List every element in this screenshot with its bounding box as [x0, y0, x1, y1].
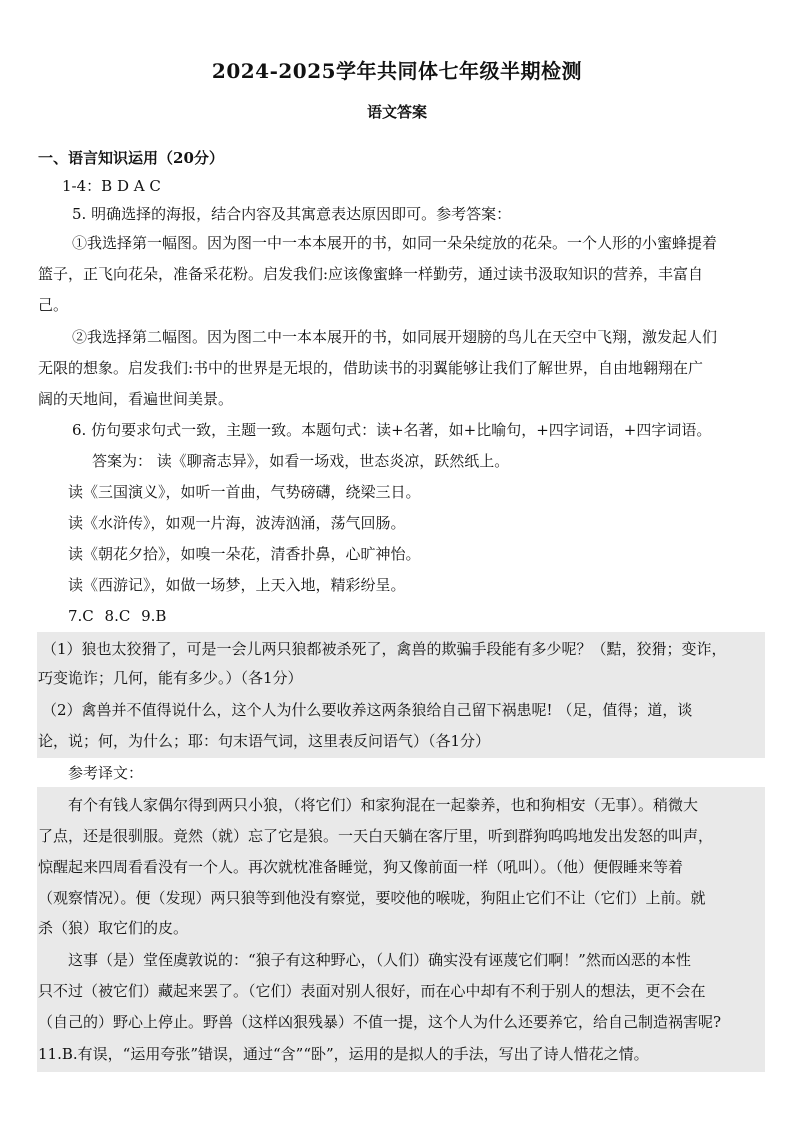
q10-2-line: 论，说；何，为什么；耶：句末语气词，这里表反问语气）（各1分） — [38, 732, 491, 750]
q10-2-line: （2）禽兽并不值得说什么，这个人为什么要收养这两条狼给自己留下祸患呢! （足，值得；道，谈 — [42, 701, 693, 719]
translation-p2-line: （自己的）野心上停止。野兽（这样凶狠残暴）不值一提，这个人为什么还要养它，给自己制造祸害呢? — [38, 1013, 722, 1031]
q10-1-line: 巧变诡诈；几何，能有多少。）（各1分） — [38, 669, 303, 687]
translation-p1-line: 了点，还是很驯服。竟然（就）忘了它是狼。一天白天躺在客厅里，听到群狗呜呜地发出发怒的叫声， — [38, 827, 714, 845]
translation-p1-line: （观察情况）。便（发现）两只狼等到他没有察觉，要咬他的喉咙，狗阻止它们不让（它们）上前。就 — [38, 889, 706, 907]
section-heading: 一、语言知识运用（20分） — [38, 149, 224, 167]
q5-answer-2-line: 无限的想象。启发我们:书中的世界是无垠的，借助读书的羽翼能够让我们了解世界，自由地翱翔在广 — [38, 359, 704, 377]
page-title: 2024-2025学年共同体七年级半期检测 — [211, 59, 583, 83]
q10-1-line: （1）狼也太狡猾了，可是一会儿两只狼都被杀死了，禽兽的欺骗手段能有多少呢？（黠，狡猾；变诈， — [42, 640, 727, 658]
answer-7-9: 7.C 8.C 9.B — [68, 607, 167, 625]
q6-answer-line: 读《朝花夕拾》，如嗅一朵花，清香扑鼻，心旷神怡。 — [68, 545, 421, 563]
answer-1-4: 1-4：B D A C — [62, 177, 161, 195]
q5-answer-2-line: 阔的天地间，看遍世间美景。 — [38, 390, 234, 408]
page-subtitle: 语文答案 — [366, 103, 427, 121]
q5-answer-2-line: ②我选择第二幅图。因为图二中一本本展开的书，如同展开翅膀的鸟儿在天空中飞翔，激发起人们 — [72, 328, 718, 346]
translation-heading: 参考译文： — [68, 764, 144, 782]
q5-answer-1-line: 篮子，正飞向花朵，准备采花粉。启发我们:应该像蜜蜂一样勤劳，通过读书汲取知识的营养，丰富自 — [38, 265, 704, 283]
translation-p1-line: 惊醒起来四周看看没有一个人。再次就枕准备睡觉，狗又像前面一样（吼叫）。（他）便假睡来等着 — [38, 858, 684, 876]
q5-intro: 5. 明确选择的海报，结合内容及其寓意表达原因即可。参考答案： — [72, 205, 512, 223]
q6-answer-line: 读《三国演义》，如听一首曲，气势磅礴，绕梁三日。 — [68, 483, 421, 501]
q6-answer-line: 读《西游记》，如做一场梦，上天入地，精彩纷呈。 — [68, 576, 406, 594]
q5-answer-1-line: ①我选择第一幅图。因为图一中一本本展开的书，如同一朵朵绽放的花朵。一个人形的小蜜蜂提着 — [72, 234, 718, 252]
q6-answer-line: 答案为： 读《聊斋志异》，如看一场戏，世态炎凉，跃然纸上。 — [92, 452, 510, 470]
translation-p2-line: 只不过（被它们）藏起来罢了。（它们）表面对别人很好，而在心中却有不利于别人的想法，更不会在 — [38, 982, 706, 1000]
q6-intro: 6. 仿句要求句式一致，主题一致。本题句式：读+名著，如+比喻句，+四字词语，+四字词语。 — [72, 421, 712, 439]
q11-answer: 11.B.有误，“运用夸张”错误，通过“含”“卧”，运用的是拟人的手法，写出了诗人惜花之情。 — [38, 1045, 649, 1063]
q5-answer-1-line: 己。 — [38, 296, 69, 314]
q6-answer-line: 读《水浒传》，如观一片海，波涛汹涌，荡气回肠。 — [68, 514, 406, 532]
translation-p1-line: 杀（狼）取它们的皮。 — [38, 919, 189, 937]
translation-p1-line: 有个有钱人家偶尔得到两只小狼，（将它们）和家狗混在一起豢养，也和狗相安（无事）。稍微大 — [68, 796, 699, 814]
translation-p2-line: 这事（是）堂侄虞敦说的：“狼子有这种野心，（人们）确实没有诬蔑它们啊！”然而凶恶的本性 — [68, 951, 691, 969]
